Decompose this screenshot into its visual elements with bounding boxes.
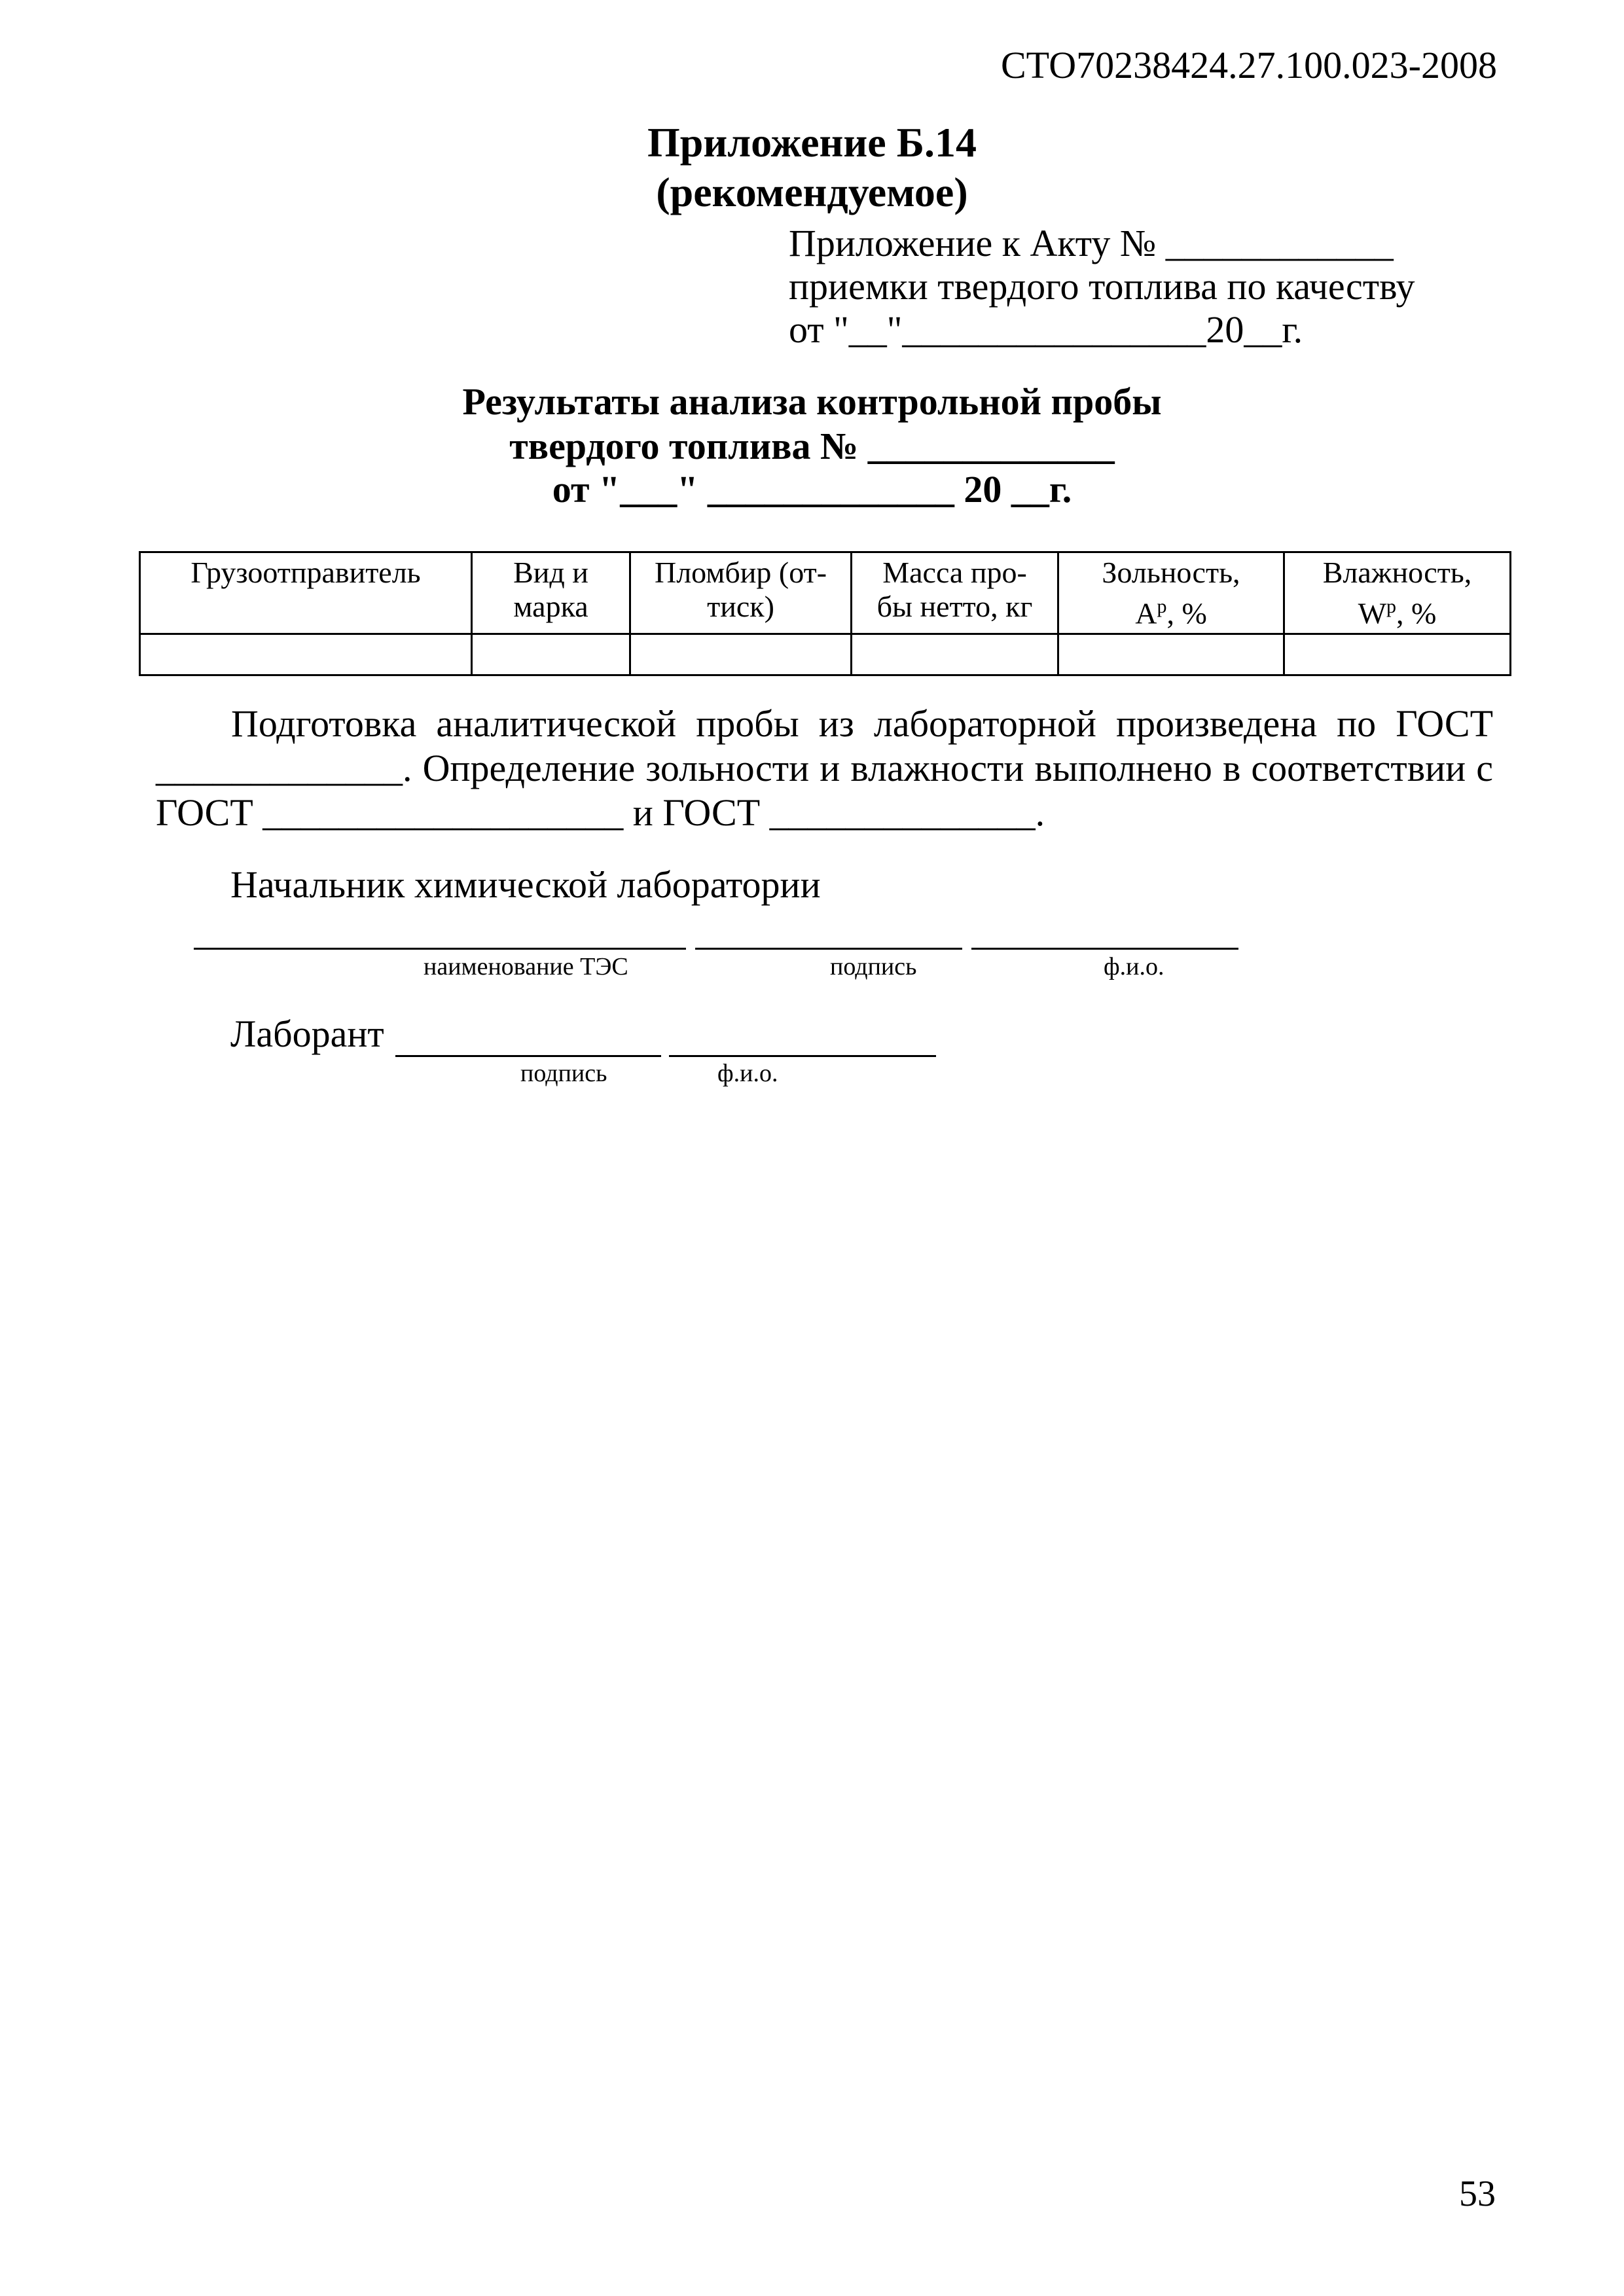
chief-org-line[interactable] xyxy=(194,948,686,950)
chief-label: Начальник химической лаборатории xyxy=(230,863,821,906)
cell-ash[interactable] xyxy=(1058,634,1284,675)
act-reference-line-1: Приложение к Акту № ____________ xyxy=(789,222,1394,264)
cell-shipper[interactable] xyxy=(140,634,472,675)
caption-lab-signature: подпись xyxy=(520,1060,607,1087)
caption-chief-name: ф.и.о. xyxy=(1104,953,1164,980)
col-header-moisture-line1: Влажность, xyxy=(1322,556,1472,589)
method-paragraph xyxy=(156,702,1493,835)
cell-type-grade[interactable] xyxy=(472,634,630,675)
page-number: 53 xyxy=(1459,2174,1496,2214)
caption-lab-name: ф.и.о. xyxy=(717,1060,778,1087)
col-header-seal-line1: Пломбир (от- xyxy=(654,556,827,589)
col-header-shipper-line1: Грузоотправитель xyxy=(190,556,421,589)
act-reference-line-2: приемки твердого топлива по качеству xyxy=(789,265,1415,308)
col-header-net-mass xyxy=(852,552,1058,634)
col-header-type-grade-line1: Вид и xyxy=(513,556,588,589)
results-table xyxy=(139,551,1511,676)
col-header-moisture xyxy=(1284,552,1511,634)
caption-chief-signature: подпись xyxy=(830,953,917,980)
chief-signature-line[interactable] xyxy=(695,948,962,950)
appendix-subtitle: (рекомендуемое) xyxy=(656,169,968,215)
results-title-line-2: твердого топлива № _____________ xyxy=(509,425,1115,467)
act-reference-line-3: от "__"________________20__г. xyxy=(789,308,1303,351)
method-paragraph-text: Подготовка аналитической пробы из лабораторной произведена по ГОСТ _____________. Определение зольности и влажности выполнено в соответствии с ГОСТ ___________________ и ГОСТ ______________. xyxy=(156,702,1493,834)
table-header-row xyxy=(140,552,1511,634)
cell-moisture[interactable] xyxy=(1284,634,1511,675)
col-header-net-mass-line2: бы нетто, кг xyxy=(876,590,1033,623)
cell-net-mass[interactable] xyxy=(852,634,1058,675)
chief-name-line[interactable] xyxy=(971,948,1238,950)
lab-label: Лаборант xyxy=(230,1013,384,1055)
col-header-type-grade-line2: марка xyxy=(513,590,588,623)
col-header-shipper xyxy=(140,552,472,634)
col-header-ash-line2: $A^р$, % xyxy=(1135,596,1207,630)
lab-signature-line[interactable] xyxy=(395,1055,661,1057)
results-title-line-1: Результаты анализа контрольной пробы xyxy=(462,380,1162,423)
caption-org: наименование ТЭС xyxy=(424,953,628,980)
col-header-moisture-line2: $W^р$, % xyxy=(1358,596,1437,630)
col-header-seal xyxy=(630,552,852,634)
col-header-type-grade xyxy=(472,552,630,634)
table-row xyxy=(140,634,1511,675)
col-header-ash-line1: Зольность, xyxy=(1102,556,1240,589)
appendix-title: Приложение Б.14 xyxy=(647,119,977,166)
document-code: СТО70238424.27.100.023-2008 xyxy=(1000,44,1497,86)
col-header-seal-line2: тиск) xyxy=(707,590,774,623)
results-title-line-3: от "___" _____________ 20 __г. xyxy=(552,468,1072,511)
col-header-ash xyxy=(1058,552,1284,634)
col-header-net-mass-line1: Масса про- xyxy=(882,556,1027,589)
cell-seal[interactable] xyxy=(630,634,852,675)
lab-name-line[interactable] xyxy=(669,1055,936,1057)
